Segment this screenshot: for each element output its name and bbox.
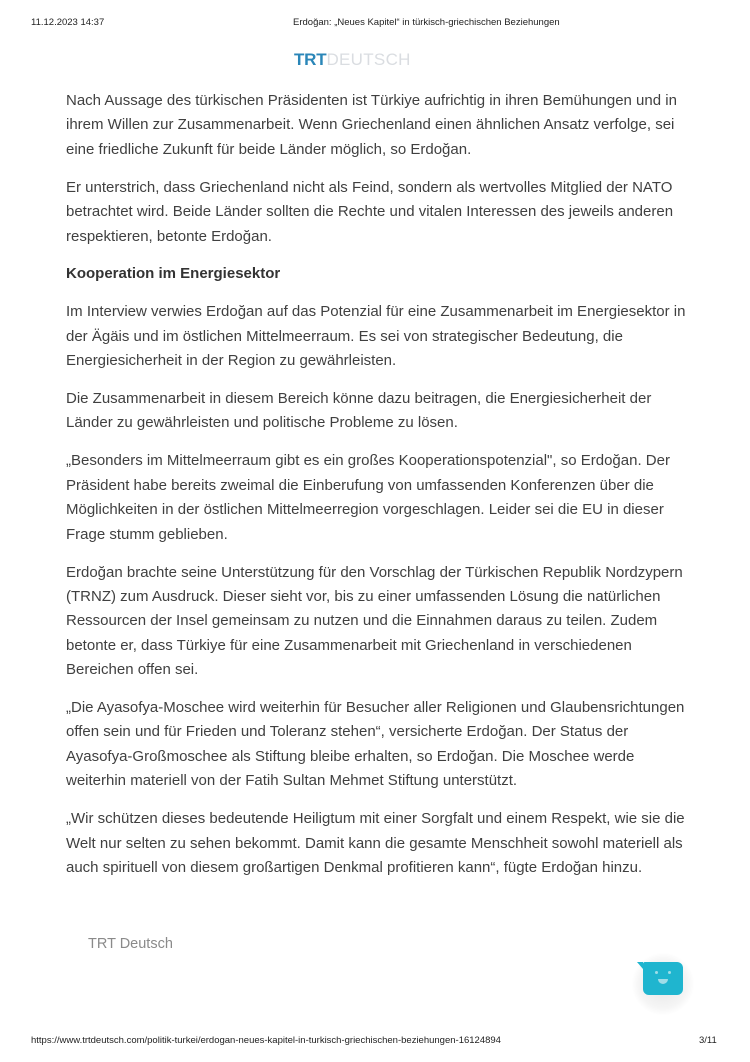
article-paragraph: Er unterstrich, dass Griechenland nicht als Feind, sondern als wertvolles Mitglied der NATO betrachtet wird. Beide Länder sollten die Rechte und vitalen Interessen des jeweils anderen respektieren, betonte Erdoğan.: [66, 178, 674, 245]
logo-trt: TRT: [294, 50, 327, 69]
section-heading: Kooperation im Energiesektor: [66, 265, 281, 283]
print-header: [0, 17, 750, 31]
article-paragraph: Im Interview verwies Erdoğan auf das Potenzial für eine Zusammenarbeit im Energiesektor in der Ägäis und im östlichen Mittelmeerraum. Es sei von strategischer Bedeutung, die Energiesicherheit in der Region zu gewährleisten.: [66, 303, 686, 370]
print-page-title: Erdoğan: „Neues Kapitel“ in türkisch-griechischen Beziehungen: [293, 17, 560, 28]
logo-deutsch: DEUTSCH: [326, 50, 411, 69]
chat-eye-left: [655, 971, 658, 974]
print-datetime: 11.12.2023 14:37: [31, 17, 105, 28]
print-url: https://www.trtdeutsch.com/politik-turkei/erdogan-neues-kapitel-in-turkisch-griechischen-beziehungen-16124894: [31, 1035, 501, 1046]
article-paragraph: Die Zusammenarbeit in diesem Bereich könne dazu beitragen, die Energiesicherheit der Länder zu gewährleisten und politische Probleme zu lösen.: [66, 390, 652, 432]
article-paragraph: „Die Ayasofya-Moschee wird weiterhin für Besucher aller Religionen und Glaubensrichtungen offen sein und für Frieden und Toleranz stehen“, versicherte Erdoğan. Der Status der Ayasofya-Großmoschee als Stiftung bleibe erhalten, so Erdoğan. Die Moschee werde weiterhin materiell von der Fatih Sultan Mehmet Stiftung unterstützt.: [66, 699, 685, 790]
article-body: [66, 89, 686, 894]
chat-eye-right: [668, 971, 671, 974]
article-source: TRT Deutsch: [88, 936, 173, 952]
article-paragraph: „Besonders im Mittelmeerraum gibt es ein großes Kooperationspotenzial", so Erdoğan. Der Präsident habe bereits zweimal die Einberufung von umfassenden Konferenzen über die Möglichkeiten in der östlichen Mittelmeerregion vorgeschlagen. Leider sei die EU in dieser Frage stumm geblieben.: [66, 452, 670, 543]
print-page-number: 3/11: [699, 1035, 717, 1046]
smiley-chat-bubble-icon: [643, 962, 683, 995]
article-paragraph: „Wir schützen dieses bedeutende Heiligtum mit einer Sorgfalt und einem Respekt, wie sie die Welt nur selten zu sehen bekommt. Damit kann die gesamte Menschheit sowohl materiell als auch spirituell von diesem großartigen Denkmal profitieren kann“, fügte Erdoğan hinzu.: [66, 810, 685, 876]
chat-mouth: [658, 979, 668, 984]
article-paragraph: Erdoğan brachte seine Unterstützung für den Vorschlag der Türkischen Republik Nordzypern (TRNZ) zum Ausdruck. Dieser sieht vor, bis zu einer umfassenden Lösung die natürlichen Ressourcen der Insel gemeinsam zu nutzen und die Einnahmen daraus zu teilen. Zudem betonte er, dass Türkiye für eine Zusammenarbeit mit Griechenland in verschiedenen Bereichen offen sei.: [66, 563, 683, 679]
article-paragraph: Nach Aussage des türkischen Präsidenten ist Türkiye aufrichtig in ihren Bemühungen und in ihrem Willen zur Zusammenarbeit. Wenn Griechenland einen ähnlichen Ansatz verfolge, sei eine friedliche Zukunft für beide Länder möglich, so Erdoğan.: [66, 92, 677, 158]
chat-widget-button[interactable]: [632, 953, 694, 1015]
trt-deutsch-logo[interactable]: [294, 50, 411, 70]
